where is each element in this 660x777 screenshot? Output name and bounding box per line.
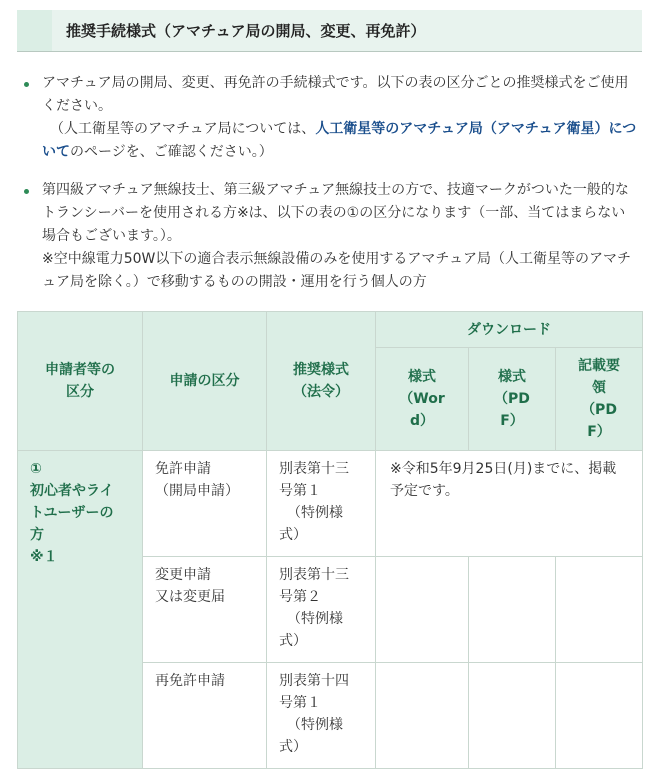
header-form: 推奨様式 （法令） (267, 312, 376, 451)
bullet-item-forms-intro (20, 72, 660, 164)
row3-pdf-cell (469, 663, 556, 769)
bullet-dot-icon (24, 189, 29, 194)
satellite-amateur-link-part1[interactable]: 人工衛星等のアマチュア局（アマチュア衛星）につ (315, 121, 637, 137)
row2-category: 変更申請 又は変更届 (143, 557, 267, 663)
bullet-dot-icon (24, 82, 29, 87)
row2-form: 別表第十三 号第２ （特例様 式） (267, 557, 376, 663)
header-applicant: 申請者等の 区分 (18, 312, 143, 451)
header-category: 申請の区分 (143, 312, 267, 451)
bullet1-line2: ください。 (42, 98, 112, 114)
satellite-amateur-link-part2[interactable]: いて (42, 144, 70, 160)
group-beginner: ① 初心者やライ トユーザーの 方 ※１ (18, 451, 143, 769)
row2-guide-cell (556, 557, 643, 663)
bullet1-line4 (42, 141, 660, 164)
row2-word-cell (376, 557, 469, 663)
row1-form: 別表第十三 号第１ （特例様 式） (267, 451, 376, 557)
row3-guide-cell (556, 663, 643, 769)
bullet1-line3-prefix: （人工衛星等のアマチュア局については、 (50, 121, 316, 137)
bullet1-line4-suffix: のページを、ご確認ください。） (70, 144, 273, 160)
row3-form: 別表第十四 号第１ （特例様 式） (267, 663, 376, 769)
forms-table (17, 311, 643, 769)
bullet1-line1: アマチュア局の開局、変更、再免許の手続様式です。以下の表の区分ごとの推奨様式をご使用 (42, 75, 629, 91)
row3-word-cell (376, 663, 469, 769)
bullet-item-beginner-note (20, 179, 660, 294)
row3-category: 再免許申請 (143, 663, 267, 769)
bullet2-line2: トランシーバーを使用される方※は、以下の表の①の区分になります（一部、当てはまらない (42, 205, 626, 221)
bullet2-line1: 第四級アマチュア無線技士、第三級アマチュア無線技士の方で、技適マークがついた一般的な (42, 182, 629, 198)
row1-download-note: ※令和5年9月25日(月)までに、掲載 予定です。 (376, 451, 643, 557)
row1-category: 免許申請 （開局申請） (143, 451, 267, 557)
row2-pdf-cell (469, 557, 556, 663)
header-guide: 記載要 領 （PD F） (556, 348, 643, 451)
bullet1-line3 (42, 118, 660, 141)
bullet2-line4: ※空中線電力50W以下の適合表示無線設備のみを使用するアマチュア局（人工衛星等のアマチ (42, 251, 631, 267)
header-word: 様式 （Wor d） (376, 348, 469, 451)
heading-accent-bar (17, 10, 52, 51)
bullet2-line5: ュア局を除く。）で移動するものの開設・運用を行う個人の方 (42, 274, 427, 290)
section-heading (17, 10, 642, 52)
table-row (18, 451, 643, 557)
header-pdf: 様式 （PD F） (469, 348, 556, 451)
page-title: 推奨手続様式（アマチュア局の開局、変更、再免許） (66, 22, 426, 40)
header-download: ダウンロード (376, 312, 643, 348)
bullet2-line3: 場合もございます。）。 (42, 228, 181, 244)
